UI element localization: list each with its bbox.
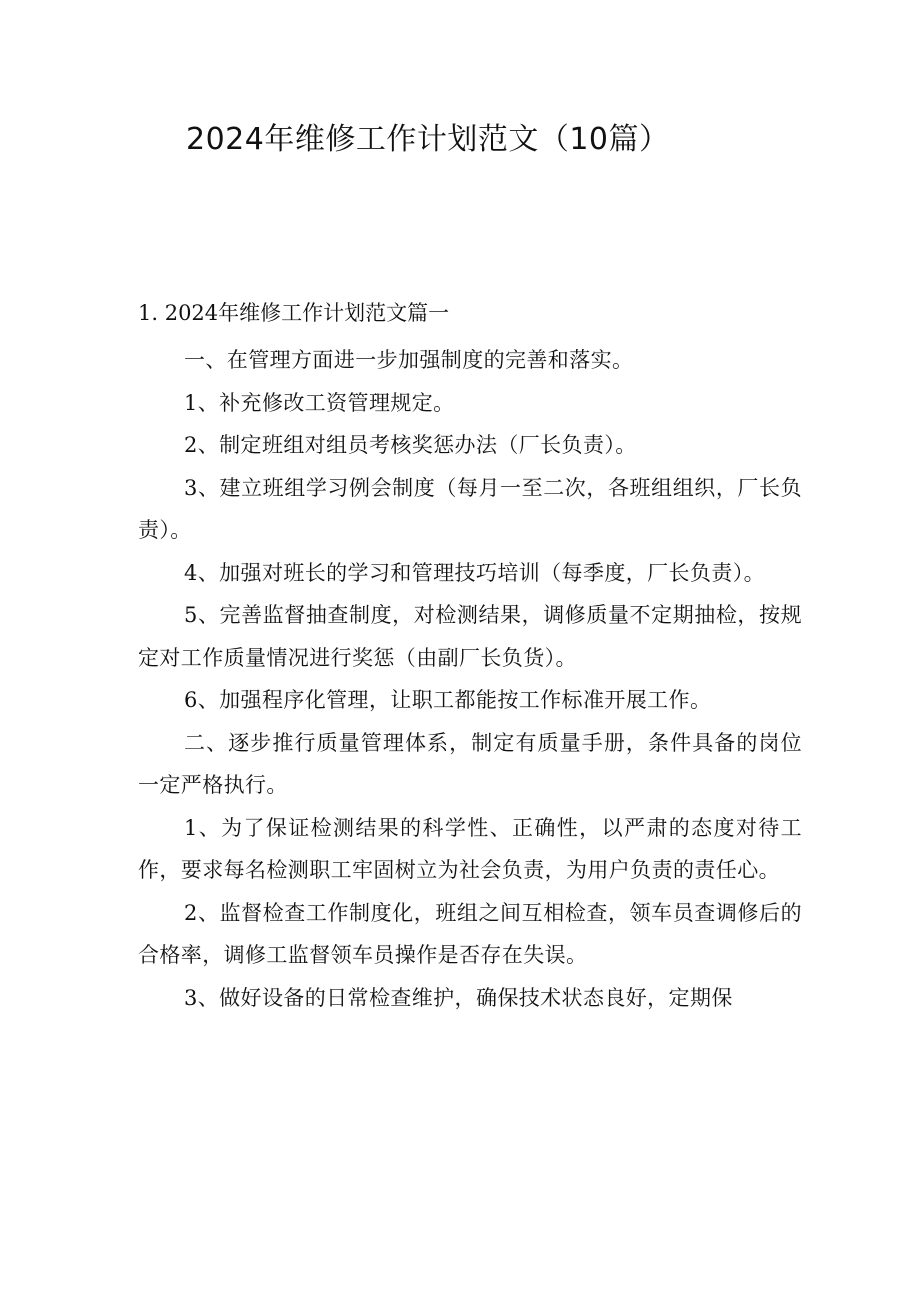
section-heading: 1. 2024年维修工作计划范文篇一 — [138, 301, 450, 325]
paragraph: 4、加强对班长的学习和管理技巧培训（每季度，厂长负责）。 — [184, 560, 766, 585]
paragraph: 2、监督检查工作制度化，班组之间互相检查，领车员查调修后的合格率，调修工监督领车员操作是否存在失误。 — [138, 900, 802, 967]
paragraph: 3、建立班组学习例会制度（每月一至二次，各班组组织，厂长负责）。 — [138, 475, 802, 542]
paragraph: 二、逐步推行质量管理体系，制定有质量手册，条件具备的岗位一定严格执行。 — [138, 730, 802, 797]
paragraph: 1、为了保证检测结果的科学性、正确性，以严肃的态度对待工作，要求每名检测职工牢固树立为社会负责，为用户负责的责任心。 — [138, 815, 802, 882]
paragraph: 2、制定班组对组员考核奖惩办法（厂长负责）。 — [184, 433, 637, 457]
paragraph: 6、加强程序化管理，让职工都能按工作标准开展工作。 — [184, 688, 712, 712]
paragraph: 3、做好设备的日常检查维护，确保技术状态良好，定期保 — [184, 985, 733, 1010]
paragraph: 5、完善监督抽查制度，对检测结果，调修质量不定期抽检，按规定对工作质量情况进行奖惩（由副厂长负货）。 — [138, 603, 802, 670]
document-body — [138, 339, 802, 1019]
document-title: 2024年维修工作计划范文（10篇） — [186, 122, 670, 157]
paragraph: 一、在管理方面进一步加强制度的完善和落实。 — [184, 348, 634, 372]
paragraph: 1、补充修改工资管理规定。 — [184, 390, 455, 415]
